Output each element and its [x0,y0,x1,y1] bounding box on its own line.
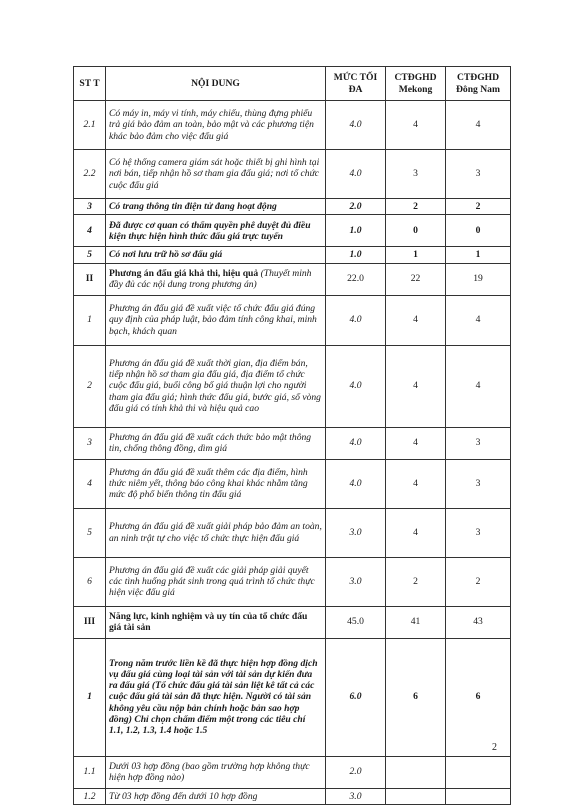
header-dongnam: CTĐGHD Đông Nam [446,67,511,101]
row-stt: II [74,263,106,295]
row-content [106,508,326,557]
row-mekong-score: 41 [386,606,446,638]
row-dongnam-score: 2 [446,557,511,606]
row-stt: 4 [74,459,106,508]
table-row [74,606,511,638]
row-max-score: 1.0 [326,215,386,247]
row-content-note: (Thuyết minh đầy đủ các nội dung trong phương án) [109,267,312,291]
row-max-score: 3.0 [326,788,386,804]
row-stt: 5 [74,508,106,557]
row-content-text: Có trang thông tin điện tử đang hoạt động [109,201,277,212]
row-dongnam-score: 6 [446,638,511,756]
row-dongnam-score [446,788,511,804]
row-mekong-score: 22 [386,263,446,295]
table-row [74,427,511,459]
table-row [74,150,511,199]
row-mekong-score: 4 [386,101,446,150]
row-max-score: 4.0 [326,101,386,150]
row-dongnam-score: 4 [446,101,511,150]
row-mekong-score: 3 [386,150,446,199]
page-number: 2 [492,742,497,753]
row-stt: 3 [74,427,106,459]
table-row [74,345,511,427]
row-mekong-score: 4 [386,459,446,508]
row-dongnam-score [446,756,511,788]
row-mekong-score: 4 [386,427,446,459]
row-content-text: Phương án đấu giá đề xuất giải pháp bảo đảm an toàn, an ninh trật tự cho việc tổ chức thực hiện đấu giá [109,521,322,544]
row-stt: 5 [74,247,106,263]
row-content [106,788,326,804]
row-content [106,199,326,215]
table-header-row [74,67,511,101]
row-content [106,295,326,345]
row-mekong-score: 6 [386,638,446,756]
row-max-score: 4.0 [326,150,386,199]
row-content-text: Trong năm trước liền kề đã thực hiện hợp đồng dịch vụ đấu giá cùng loại tài sản với tài sản dự kiến đưa ra đấu giá (Tổ chức đấu giá tài sản liệt kê tất cả các cuộc đấu giá tài sản đã thực hiện. Người có tài sản không yêu cầu nộp bản chính hoặc bản sao hợp đồng) Chỉ chọn chấm điểm một trong các tiêu chí 1.1, 1.2, 1.3, 1.4 hoặc 1.5 [109,657,318,737]
row-max-score: 4.0 [326,427,386,459]
table-row [74,263,511,295]
row-content [106,101,326,150]
row-content [106,263,326,295]
table-row [74,199,511,215]
row-content-text: Phương án đấu giá đề xuất các giải pháp giải quyết các tình huống phát sinh trong quá trình tổ chức thực hiện việc đấu giá [109,564,315,599]
row-max-score: 1.0 [326,247,386,263]
row-dongnam-score: 3 [446,459,511,508]
row-stt: 6 [74,557,106,606]
table-row [74,638,511,756]
row-stt: 1.2 [74,788,106,804]
table-row [74,215,511,247]
row-mekong-score [386,788,446,804]
table-row [74,247,511,263]
row-dongnam-score: 4 [446,345,511,427]
row-content-text: Phương án đấu giá đề xuất việc tổ chức đấu giá đúng quy định của pháp luật, bảo đảm tính công khai, minh bạch, khách quan [109,303,317,337]
header-mekong: CTĐGHD Mekong [386,67,446,101]
header-stt: ST T [74,67,106,101]
row-mekong-score: 2 [386,557,446,606]
row-mekong-score: 2 [386,199,446,215]
row-max-score: 3.0 [326,508,386,557]
table-row [74,557,511,606]
row-max-score: 3.0 [326,557,386,606]
row-content [106,247,326,263]
row-content [106,150,326,199]
table-row [74,459,511,508]
row-content [106,606,326,638]
row-mekong-score: 0 [386,215,446,247]
row-content-text: Có máy in, máy vi tính, máy chiếu, thùng đựng phiếu trả giá bảo đảm an toàn, bảo mật và các phương tiện khác bảo đảm cho việc đấu giá [109,108,314,142]
criteria-table [73,66,511,805]
row-stt: 3 [74,199,106,215]
row-content-text: Phương án đấu giá đề xuất thêm các địa điểm, hình thức niêm yết, thông báo công khai khác nhằm tăng mức độ phổ biến thông tin đấu giá [109,466,308,501]
row-max-score: 2.0 [326,756,386,788]
row-content-text: Phương án đấu giá đề xuất cách thức bảo mật thông tin, chống thông đồng, dìm giá [109,431,312,455]
row-content-text: Năng lực, kinh nghiệm và uy tín của tổ chức đấu giá tài sản [109,610,308,634]
row-stt: 1.1 [74,756,106,788]
row-mekong-score [386,756,446,788]
row-max-score: 2.0 [326,199,386,215]
row-content [106,638,326,756]
row-content [106,459,326,508]
row-content-text: Có hệ thống camera giám sát hoặc thiết bị ghi hình tại nơi bán, tiếp nhận hồ sơ tham gia đấu giá; nơi tổ chức cuộc đấu giá [109,157,320,191]
row-stt: 1 [74,295,106,345]
header-max-score: MỨC TỐI ĐA [326,67,386,101]
row-dongnam-score: 43 [446,606,511,638]
table-row [74,756,511,788]
row-dongnam-score: 3 [446,427,511,459]
row-content-text: Dưới 03 hợp đồng (bao gồm trường hợp không thực hiện hợp đồng nào) [109,760,310,784]
row-content-text: Phương án đấu giá đề xuất thời gian, địa điểm bán, tiếp nhận hồ sơ tham gia đấu giá, địa điểm tổ chức cuộc đấu giá, buổi công bố giá thuận lợi cho người tham gia đấu giá; hình thức đấu giá, bước giá, số vòng đấu giá có tính khả thi và hiệu quả cao [109,357,321,415]
row-content-text: Đã được cơ quan có thẩm quyền phê duyệt đủ điều kiện thực hiện hình thức đấu giá trực tuyến [109,219,311,242]
criteria-table-wrapper [73,66,510,805]
row-content-text: Có nơi lưu trữ hồ sơ đấu giá [109,249,223,261]
row-stt: 2 [74,345,106,427]
table-row [74,788,511,804]
row-max-score: 22.0 [326,263,386,295]
row-dongnam-score: 0 [446,215,511,247]
table-row [74,295,511,345]
table-row [74,101,511,150]
row-max-score: 4.0 [326,295,386,345]
row-content [106,557,326,606]
row-max-score: 45.0 [326,606,386,638]
table-row [74,508,511,557]
row-content-text: Từ 03 hợp đồng đến dưới 10 hợp đồng [109,790,258,802]
row-stt: 1 [74,638,106,756]
row-max-score: 4.0 [326,459,386,508]
row-dongnam-score: 19 [446,263,511,295]
row-dongnam-score: 2 [446,199,511,215]
header-content: NỘI DUNG [106,67,326,101]
row-mekong-score: 4 [386,508,446,557]
row-mekong-score: 4 [386,345,446,427]
row-max-score: 6.0 [326,638,386,756]
row-stt: III [74,606,106,638]
row-content [106,427,326,459]
row-stt: 2.2 [74,150,106,199]
row-content [106,215,326,247]
row-stt: 2.1 [74,101,106,150]
row-max-score: 4.0 [326,345,386,427]
row-mekong-score: 1 [386,247,446,263]
row-mekong-score: 4 [386,295,446,345]
row-content [106,345,326,427]
row-dongnam-score: 4 [446,295,511,345]
row-dongnam-score: 3 [446,150,511,199]
row-content-text: Phương án đấu giá khả thi, hiệu quả [109,267,261,279]
row-stt: 4 [74,215,106,247]
row-dongnam-score: 1 [446,247,511,263]
row-content [106,756,326,788]
row-dongnam-score: 3 [446,508,511,557]
